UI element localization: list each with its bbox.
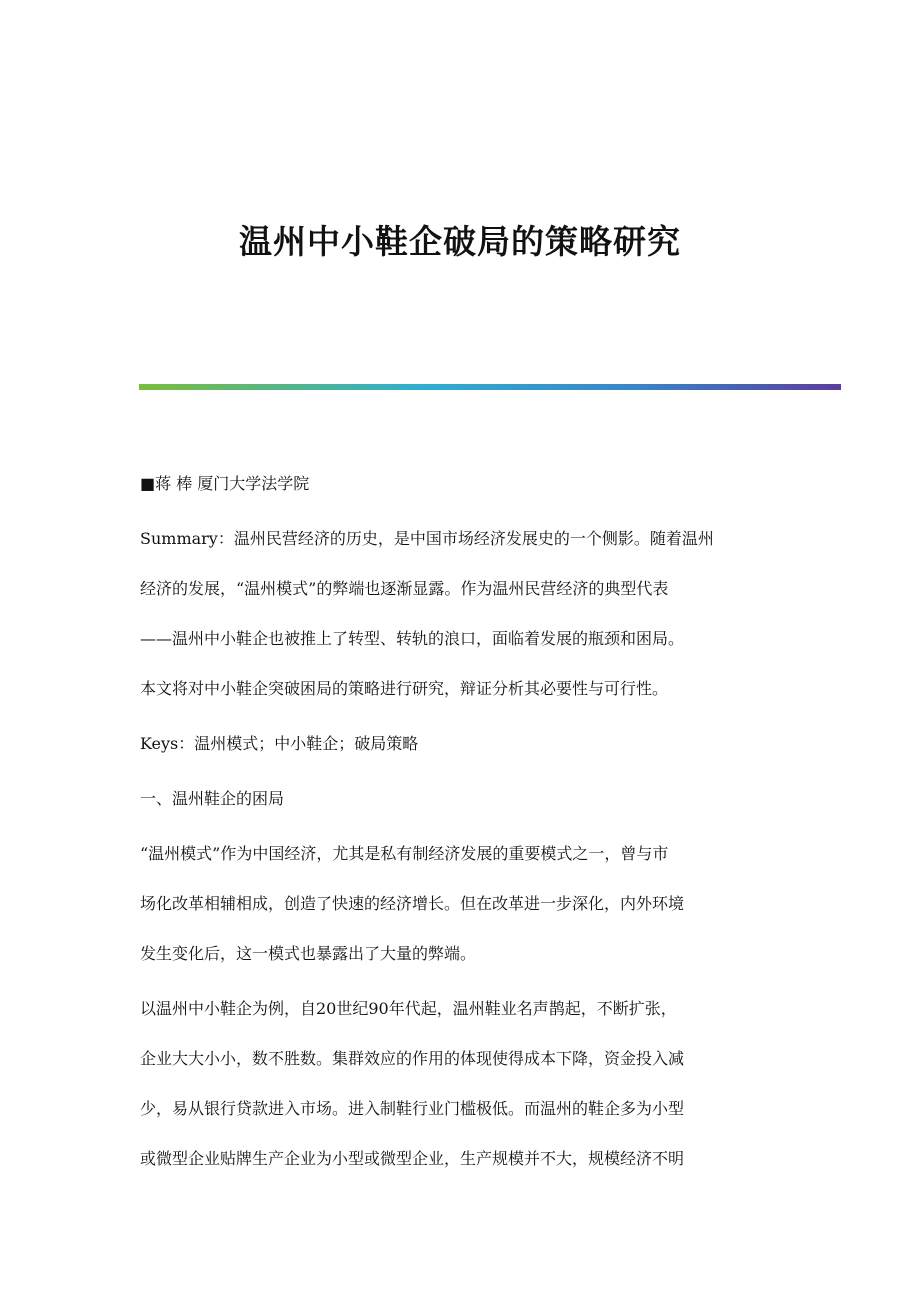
gradient-divider xyxy=(139,384,841,390)
document-body xyxy=(140,470,780,1195)
paragraph-line: 或微型企业贴牌生产企业为小型或微型企业，生产规模并不大，规模经济不明 xyxy=(140,1149,685,1168)
paragraph-line: 以温州中小鞋企为例，自20世纪90年代起，温州鞋业名声鹊起，不断扩张， xyxy=(140,999,677,1018)
section-heading: 一、温州鞋企的困局 xyxy=(140,789,285,808)
paragraph-line: “温州模式”作为中国经济，尤其是私有制经济发展的重要模式之一，曾与市 xyxy=(140,844,669,863)
paragraph-line: 场化改革相辅相成，创造了快速的经济增长。但在改革进一步深化，内外环境 xyxy=(140,894,685,913)
summary-line: 经济的发展，“温州模式”的弊端也逐渐显露。作为温州民营经济的典型代表 xyxy=(140,579,669,598)
keys-line: Keys：温州模式；中小鞋企；破局策略 xyxy=(140,734,419,753)
summary-line: 本文将对中小鞋企突破困局的策略进行研究，辩证分析其必要性与可行性。 xyxy=(140,679,669,698)
paragraph-line: 企业大大小小，数不胜数。集群效应的作用的体现使得成本下降，资金投入减 xyxy=(140,1049,685,1068)
paragraph-line: 少，易从银行贷款进入市场。进入制鞋行业门槛极低。而温州的鞋企多为小型 xyxy=(140,1099,685,1118)
paragraph-line: 发生变化后，这一模式也暴露出了大量的弊端。 xyxy=(140,944,477,963)
summary-line: ——温州中小鞋企也被推上了转型、转轨的浪口，面临着发展的瓶颈和困局。 xyxy=(140,629,685,648)
summary-line: Summary：温州民营经济的历史，是中国市场经济发展史的一个侧影。随着温州 xyxy=(140,529,714,548)
author-line: ■蒋 棒 厦门大学法学院 xyxy=(140,474,310,493)
document-title: 温州中小鞋企破局的策略研究 xyxy=(239,222,681,261)
